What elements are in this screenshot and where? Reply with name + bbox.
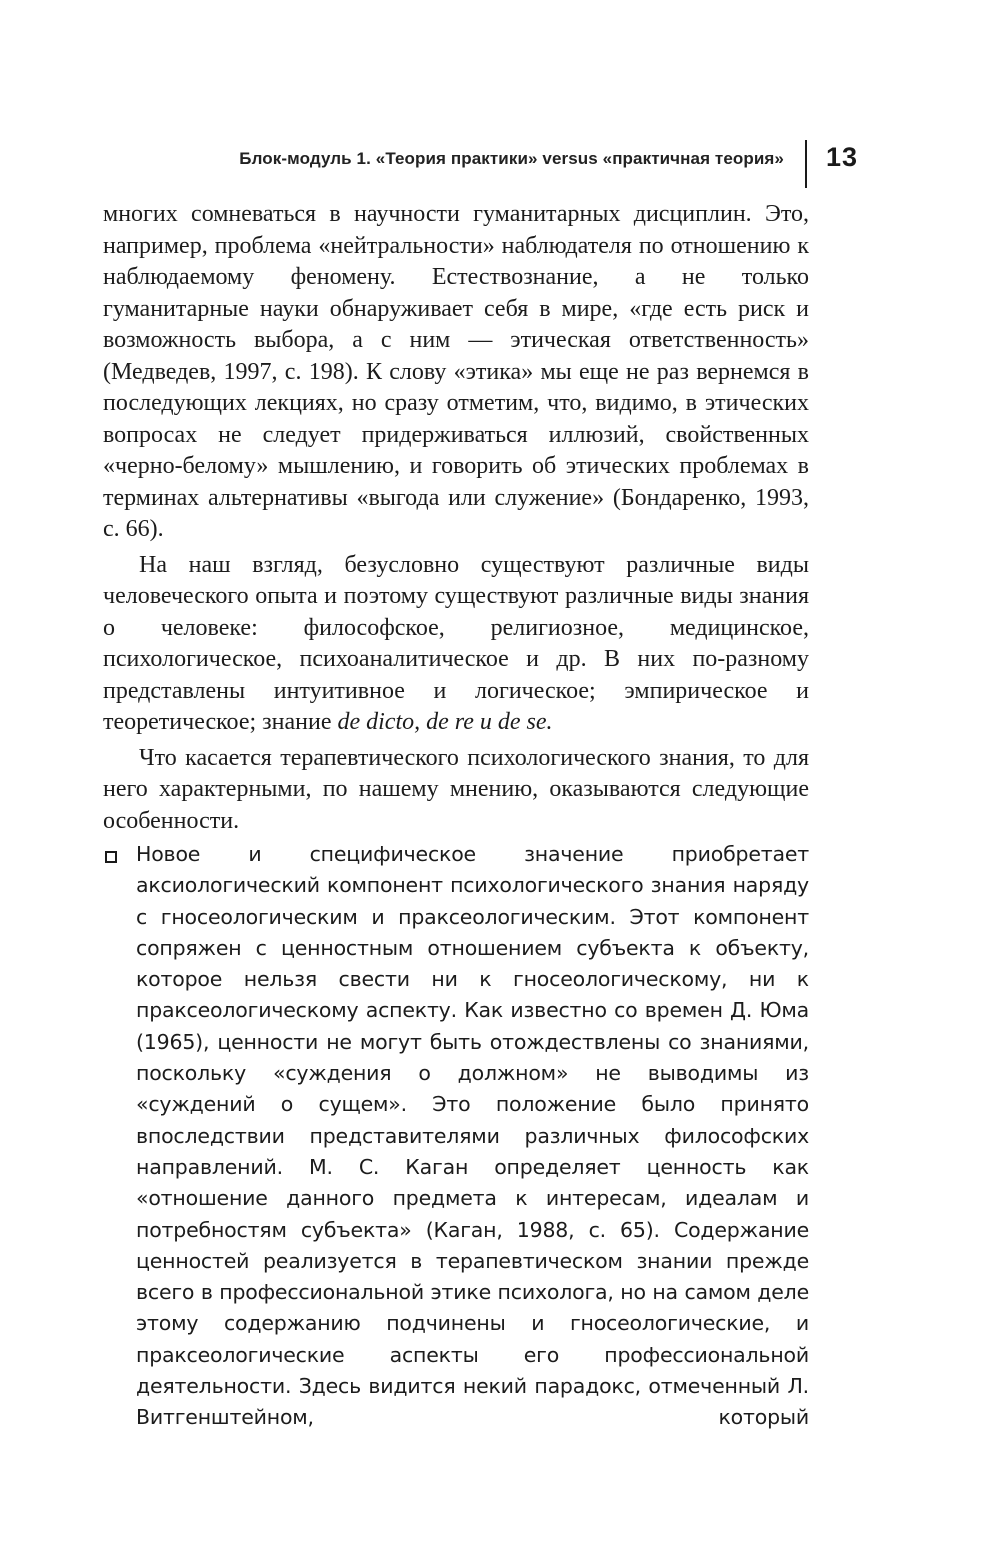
running-head [0,140,1000,190]
square-bullet-icon [105,851,117,863]
paragraph-2-italic: de dicto, de re и de se. [337,709,553,735]
running-title: Блок-модуль 1. «Теория практики» versus «практичная теория» [239,149,784,168]
page-number: 13 [826,142,859,172]
paragraph-2-text: На наш взгляд, безусловно существуют различные виды человеческого опыта и поэтому существуют различные виды знания о человеке: философское, религиозное, медицинское, психологическое, психоаналитическое и др. В них по-разному представлены интуитивное и логическое; эмпирическое и теоретическое; знание [103,551,809,735]
paragraph-3: Что касается терапевтического психологического знания, то для него характерными, по нашему мнению, оказываются следующие особенности. [103,744,809,834]
paragraph-2 [103,550,809,739]
bullet-text: Новое и специфическое значение приобретает аксиологический компонент психологического знания наряду с гносеологическим и праксеологическим. Этот компонент сопряжен с ценностным отношением субъекта к объекту, которое нельзя свести ни к гносеологическому, ни к праксеологическому аспекту. Как известно со времен Д. Юма (1965), ценности не могут быть отождествлены со знаниями, поскольку «суждения о должном» не выводимы из «суждений о сущем». Это положение было принято впоследствии представителями различных философских направлений. М. С. Каган определяет ценность как «отношение данного предмета к интересам, идеалам и потребностям субъекта» (Каган, 1988, с. 65). Содержание ценностей реализуется в терапевтическом знании прежде всего в профессиональной этике психолога, но на самом деле этому содержанию подчинены и гносеологические, и праксеологические аспекты его профессиональной деятельности. Здесь видится некий парадокс, отмеченный Л. Витгенштейном, который [136,842,809,1430]
header-divider [805,140,807,188]
bullet-item [103,839,809,1434]
paragraph-1: многих сомневаться в научности гуманитарных дисциплин. Это, например, проблема «нейтральности» наблюдателя по отношению к наблюдаемому феномену. Естествознание, а не только гуманитарные науки обнаруживает себя в мире, «где есть риск и возможность выбора, а с ним — этическая ответственность» (Медведев, 1997, с. 198). К слову «этика» мы еще не раз вернемся в последующих лекциях, но сразу отметим, что, видимо, в этических вопросах не следует придерживаться иллюзий, свойственных «черно-белому» мышлению, и говорить об этических проблемах в терминах альтернативы «выгода или служение» (Бондаренко, 1993, с. 66). [103,201,809,542]
main-text [103,199,809,837]
